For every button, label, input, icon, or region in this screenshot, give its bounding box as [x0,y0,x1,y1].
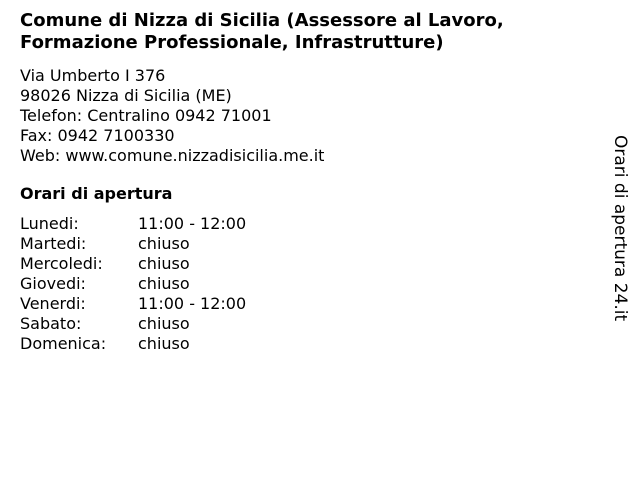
hours-row-tuesday [20,234,610,254]
city-address: 98026 Nizza di Sicilia (ME) [20,86,232,105]
fax-number: Fax: 0942 7100330 [20,126,175,145]
hours-row-monday [20,214,610,234]
hours-row-wednesday [20,254,610,274]
hours-row-thursday [20,274,610,294]
hours-row-saturday [20,314,610,334]
hours-row-sunday [20,334,610,354]
day-label: Lunedi: [20,214,79,233]
page-title: Comune di Nizza di Sicilia (Assessore al Lavoro, Formazione Professionale, Infrastrutture) [20,10,504,53]
opening-hours-heading: Orari di apertura [20,184,173,203]
website: Web: www.comune.nizzadisicilia.me.it [20,146,325,165]
phone-number: Telefon: Centralino 0942 71001 [20,106,272,125]
day-hours: chiuso [138,314,190,333]
day-hours: 11:00 - 12:00 [138,294,247,313]
day-hours: chiuso [138,254,190,273]
day-label: Mercoledi: [20,254,103,273]
day-hours: chiuso [138,234,190,253]
street-address: Via Umberto I 376 [20,66,166,85]
day-label: Martedi: [20,234,87,253]
business-info [20,10,610,354]
day-label: Giovedi: [20,274,86,293]
day-label: Domenica: [20,334,107,353]
day-hours: chiuso [138,334,190,353]
day-label: Sabato: [20,314,82,333]
day-hours: chiuso [138,274,190,293]
opening-hours-table [20,214,610,354]
day-label: Venerdi: [20,294,86,313]
day-hours: 11:00 - 12:00 [138,214,247,233]
hours-row-friday [20,294,610,314]
site-watermark: Orari di apertura 24.it [610,135,630,322]
address-block [20,66,610,166]
